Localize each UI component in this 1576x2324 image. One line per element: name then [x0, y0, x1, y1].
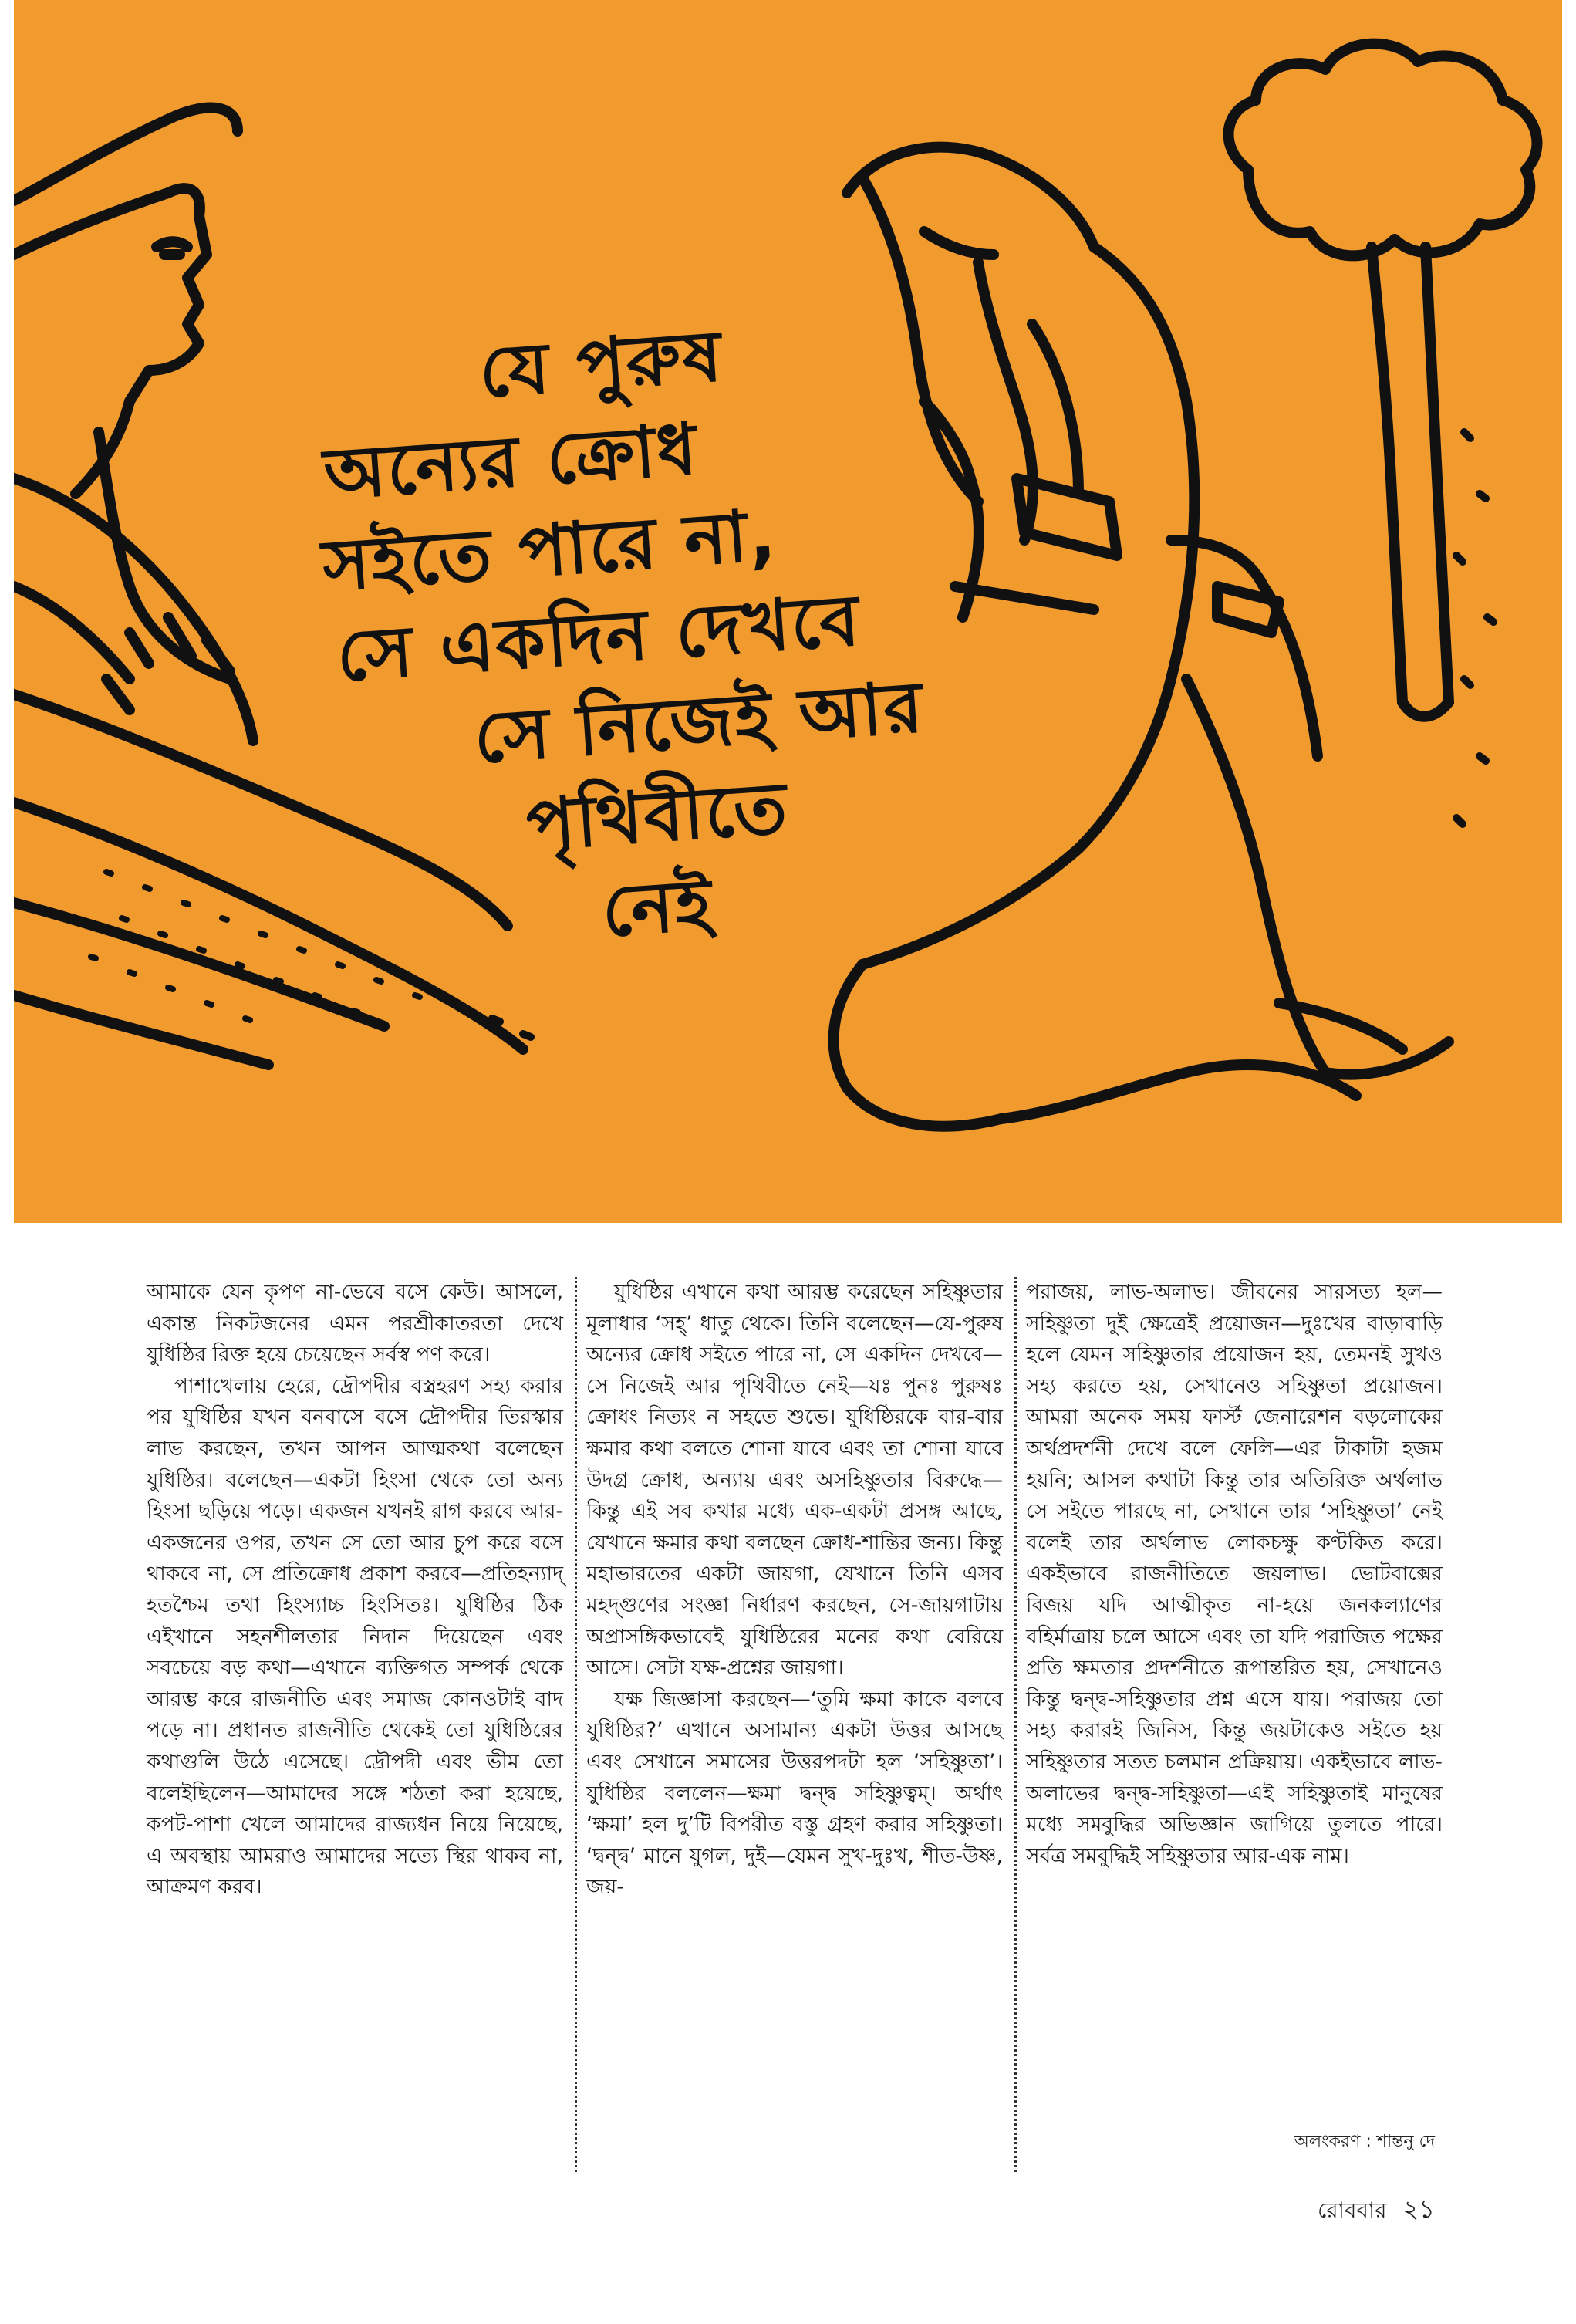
quote-line: সইতে পারে না,	[319, 493, 780, 608]
folio-section: রোববার	[1317, 2197, 1387, 2223]
page-number: ২১	[1402, 2194, 1435, 2224]
article-column-2	[586, 1277, 1003, 1903]
article-body	[147, 1277, 1443, 2149]
quote-line: সে নিজেই আর	[471, 665, 927, 780]
paragraph: পাশাখেলায় হেরে, দ্রৌপদীর বস্ত্রহরণ সহ্য করার পর যুধিষ্ঠির যখন বনবাসে বসে দ্রৌপদীর তিরস্কার লাভ করছেন, তখন আপন আত্মকথা বলেছেন যুধিষ্ঠির। বলেছেন—একটা হিংসা থেকে তো অন্য হিংসা ছড়িয়ে পড়ে। একজন যখনই রাগ করবে আর-একজনের ওপর, তখন সে তো আর চুপ করে বসে থাকবে না, সে প্রতিক্রোধ প্রকাশ করবে—প্রতিহন্যাদ্ হতশ্চৈম তথা হিংস্যাচ্চ হিংসিতঃ। যুধিষ্ঠির ঠিক এইখানে সহনশীলতার নিদান দিয়েছেন এবং সবচেয়ে বড় কথা—এখানে ব্যক্তিগত সম্পর্ক থেকে আরম্ভ করে রাজনীতি এবং সমাজ কোনওটাই বাদ পড়ে না। প্রধানত রাজনীতি থেকেই তো যুধিষ্ঠিরের কথাগুলি উঠে এসেছে। দ্রৌপদী এবং ভীম তো বলেইছিলেন—আমাদের সঙ্গে শঠতা করা হয়েছে, কপট-পাশা খেলে আমাদের রাজ্যধন নিয়ে নিয়েছে, এ অবস্থায় আমরাও আমাদের সত্যে স্থির থাকব না, আক্রমণ করব।	[147, 1373, 563, 1900]
illustration-quote	[307, 299, 936, 975]
column-divider	[1014, 1277, 1017, 2172]
quote-line: সে একদিন দেখবে	[334, 578, 864, 698]
page-folio	[1234, 2190, 1435, 2231]
quote-line: পৃথিবীতে	[523, 766, 791, 867]
quote-line: নেই	[599, 863, 717, 953]
illustration-credit: অলংকরণ : শান্তনু দে	[1294, 2132, 1435, 2151]
paragraph: আমাকে যেন কৃপণ না-ভেবে বসে কেউ। আসলে, একান্ত নিকটজনের এমন পরশ্রীকাতরতা দেখে যুধিষ্ঠির রিক্ত হয়ে চেয়েছেন সর্বস্ব পণ করে।	[147, 1280, 563, 1367]
paragraph: পরাজয়, লাভ-অলাভ। জীবনের সারসত্য হল—সহিষ্ণুতা দুই ক্ষেত্রেই প্রয়োজন—দুঃখের বাড়াবাড়ি হলে যেমন সহিষ্ণুতার প্রয়োজন হয়, তেমনই সুখও সহ্য করতে হয়, সেখানেও সহিষ্ণুতা প্রয়োজন। আমরা অনেক সময় ফার্স্ট জেনারেশন বড়লোকের অর্থপ্রদর্শনী দেখে বলে ফেলি—এর টাকাটা হজম হয়নি; আসল কথাটা কিন্তু তার অতিরিক্ত অর্থলাভ সে সইতে পারছে না, সেখানে তার ‘সহিষ্ণুতা’ নেই বলেই তার অর্থলাভ লোকচক্ষু কণ্টকিত করে। একইভাবে রাজনীতিতে জয়লাভ। ভোটবাক্সের বিজয় যদি আত্মীকৃত না-হয়ে জনকল্যাণের বহির্মাত্রায় চলে আসে এবং তা যদি পরাজিত পক্ষের প্রতি ক্ষমতার প্রদর্শনীতে রূপান্তরিত হয়, সেখানেও কিন্তু দ্বন্দ্ব-সহিষ্ণুতার প্রশ্ন এসে যায়। পরাজয় তো সহ্য করারই জিনিস, কিন্তু জয়টাকেও সইতে হয় সহিষ্ণুতার সতত চলমান প্রক্রিয়ায়। একইভাবে লাভ-অলাভের দ্বন্দ্ব-সহিষ্ণুতা—এই সহিষ্ণুতাই মানুষের মধ্যে সমবুদ্ধির অভিজ্ঞান জাগিয়ে তুলতে পারে। সর্বত্র সমবুদ্ধিই সহিষ্ণুতার আর-এক নাম।	[1026, 1280, 1443, 1868]
column-divider	[575, 1277, 577, 2172]
article-column-1	[147, 1277, 563, 1903]
article-column-3	[1026, 1277, 1443, 1872]
man-figure-icon	[834, 147, 1449, 1127]
quote-line: অন্যের ক্রোধ	[321, 407, 701, 516]
quote-line: যে পুরুষ	[476, 314, 726, 414]
illustration-panel	[14, 0, 1562, 1223]
paragraph: যক্ষ জিজ্ঞাসা করছেন—‘তুমি ক্ষমা কাকে বলবে যুধিষ্ঠির?’ এখানে অসামান্য একটা উত্তর আসছে এবং সেখানে সমাসের উত্তরপদটা হল ‘সহিষ্ণুতা’। যুধিষ্ঠির বললেন—ক্ষমা দ্বন্দ্ব সহিষ্ণুত্বম্। অর্থাৎ ‘ক্ষমা’ হল দু’টি বিপরীত বস্তু গ্রহণ করার সহিষ্ণুতা। ‘দ্বন্দ্ব’ মানে যুগল, দুই—যেমন সুখ-দুঃখ, শীত-উষ্ণ, জয়-	[586, 1687, 1003, 1900]
paragraph: যুধিষ্ঠির এখানে কথা আরম্ভ করেছেন সহিষ্ণুতার মূলাধার ‘সহ্’ ধাতু থেকে। তিনি বলেছেন—যে-পুরুষ অন্যের ক্রোধ সইতে পারে না, সে একদিন দেখবে—সে নিজেই আর পৃথিবীতে নেই—যঃ পুনঃ পুরুষঃ ক্রোধং নিত্যং ন সহতে শুভে। যুধিষ্ঠিরকে বার-বার ক্ষমার কথা বলতে শোনা যাবে এবং তা শোনা যাবে উদগ্র ক্রোধ, অন্যায় এবং অসহিষ্ণুতার বিরুদ্ধে—কিন্তু এই সব কথার মধ্যে এক-একটা প্রসঙ্গ আছে, যেখানে ক্ষমার কথা বলছেন ক্রোধ-শান্তির জন্য। কিন্তু মহাভারতের একটা জায়গা, যেখানে তিনি এসব মহদ্‌গুণের সংজ্ঞা নির্ধারণ করছেন, সে-জায়গাটায় অপ্রাসঙ্গিকভাবেই যুধিষ্ঠিরের মনের কথা বেরিয়ে আসে। সেটা যক্ষ-প্রশ্নের জায়গা।	[586, 1280, 1003, 1681]
